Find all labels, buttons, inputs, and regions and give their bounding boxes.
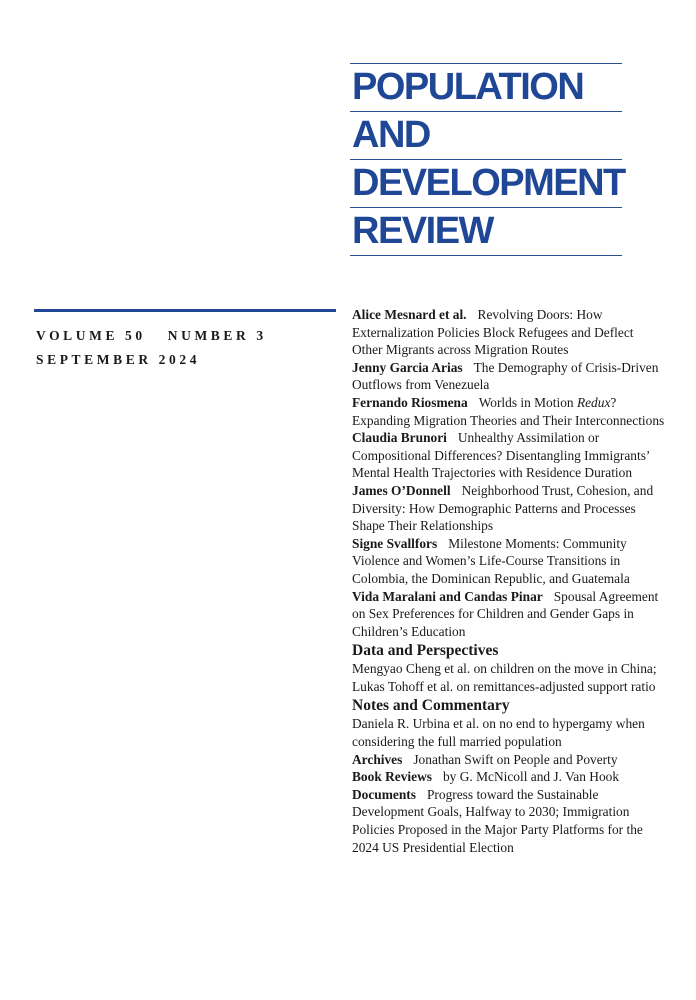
title-word: DEVELOPMENT: [352, 162, 625, 204]
journal-title: [350, 63, 625, 256]
section-text: Jonathan Swift on People and Poverty: [413, 751, 618, 767]
article-title-end: ? Expanding Migration Theories and Their Interconnections: [352, 394, 665, 428]
article-title: Spousal Agreement on Sex Preferences for Children and Gender Gaps in Children’s Education: [352, 588, 659, 639]
issue-divider: [34, 309, 336, 312]
article-title: Unhealthy Assimilation or Compositional Differences? Disentangling Immigrants’ Mental Health Trajectories with Residence Duration: [352, 430, 650, 481]
article-title: Neighborhood Trust, Cohesion, and Diversity: How Demographic Patterns and Processes Shape Their Relationships: [352, 482, 654, 534]
section-text: by G. McNicoll and J. Van Hook: [442, 769, 620, 785]
title-word: REVIEW: [352, 210, 493, 252]
section-heading-data-perspectives: Data and Perspectives: [352, 642, 499, 660]
toc-archives: [352, 751, 667, 769]
article-author: Vida Maralani and Candas Pinar: [352, 588, 543, 604]
article-title: The Demography of Crisis-Driven Outflows from Venezuela: [352, 359, 659, 393]
article-author: Signe Svallfors: [352, 535, 438, 551]
title-line: [350, 207, 622, 256]
issue-date: SEPTEMBER 2024: [36, 352, 201, 367]
section-label: Documents: [352, 786, 416, 802]
toc-article: [352, 394, 667, 429]
article-title-start: Worlds in Motion: [478, 394, 577, 410]
section-label: Book Reviews: [352, 769, 432, 785]
title-line: [350, 159, 625, 207]
title-line: [350, 63, 622, 111]
toc-article: [352, 482, 667, 535]
toc-article: [352, 359, 667, 394]
toc-book-reviews: [352, 768, 667, 786]
toc-article: [352, 535, 667, 588]
article-author: Claudia Brunori: [352, 430, 447, 446]
article-author: Alice Mesnard et al.: [352, 307, 467, 322]
article-author: Jenny Garcia Arias: [352, 359, 463, 375]
section-text: Daniela R. Urbina et al. on no end to hypergamy when considering the full married population: [352, 716, 645, 750]
article-title: Milestone Moments: Community Violence and Women’s Life-Course Transitions in Colombia, the Dominican Republic, and Guatemala: [352, 535, 630, 586]
toc-article: [352, 429, 667, 482]
section-text: Mengyao Cheng et al. on children on the move in China; Lukas Tohoff et al. on remittances-adjusted support ratio: [352, 661, 657, 694]
section-heading-notes-commentary: Notes and Commentary: [352, 697, 510, 715]
article-author: James O’Donnell: [352, 482, 451, 498]
title-line: [350, 111, 622, 159]
table-of-contents: [352, 306, 667, 856]
volume-label: VOLUME 50: [36, 328, 146, 343]
number-label: NUMBER 3: [167, 328, 267, 343]
title-word: AND: [352, 114, 430, 156]
article-title: Revolving Doors: How Externalization Policies Block Refugees and Deflect Other Migrants across Migration Routes: [352, 307, 634, 358]
toc-article: [352, 306, 667, 359]
article-author: Fernando Riosmena: [352, 394, 468, 410]
toc-article: [352, 588, 667, 641]
section-text: Progress toward the Sustainable Development Goals, Halfway to 2030; Immigration Policies Proposed in the Major Party Platforms for the 2024 US Presidential Election: [352, 786, 643, 855]
section-label: Archives: [352, 751, 403, 767]
title-word: POPULATION: [352, 66, 584, 108]
issue-volume-number: [36, 328, 267, 344]
toc-documents: [352, 786, 667, 856]
article-title-italic: Redux: [576, 394, 611, 410]
